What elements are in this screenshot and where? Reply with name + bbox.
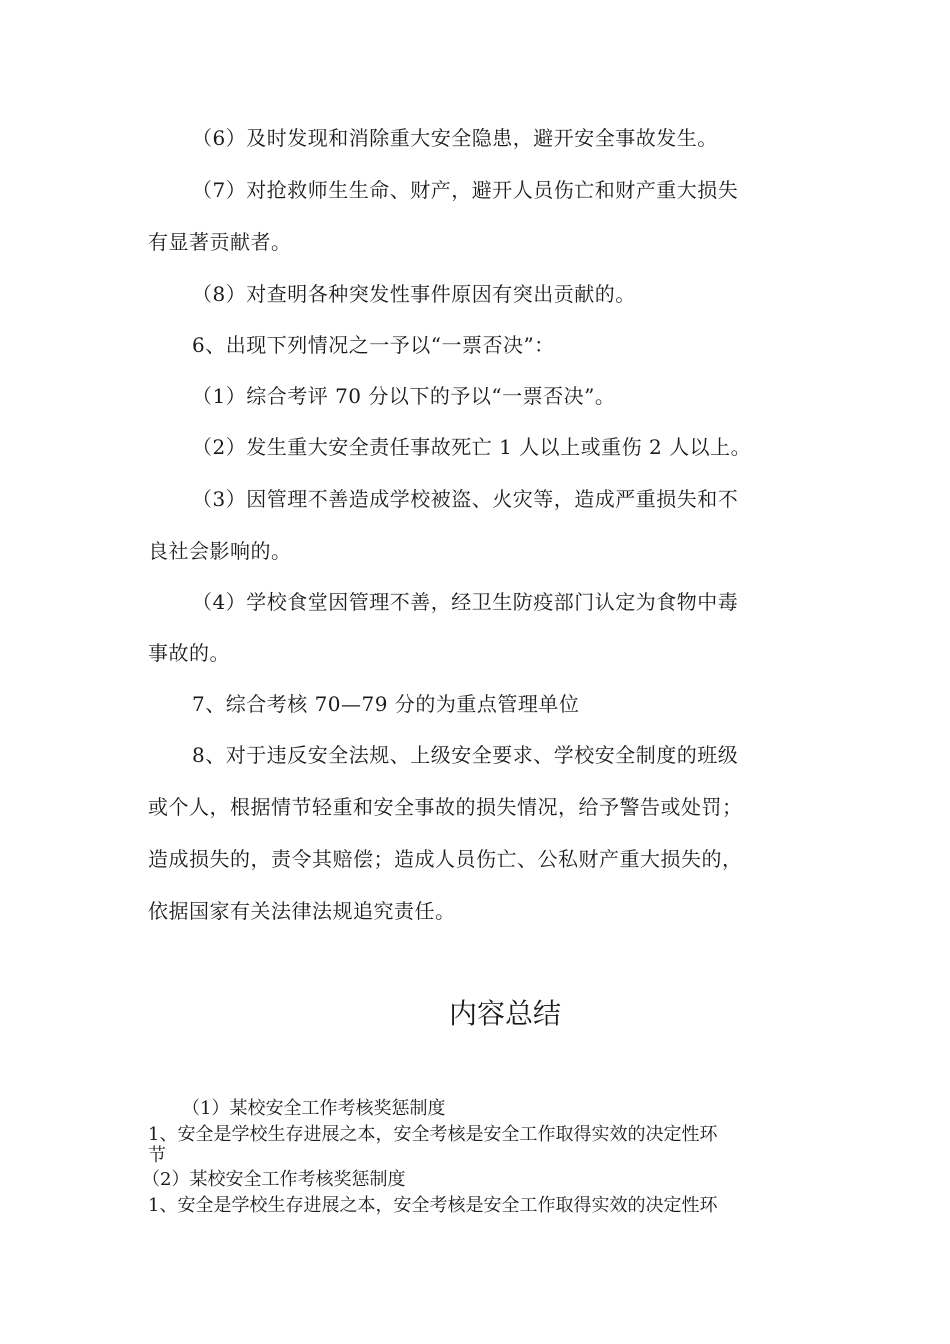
paragraph-line: 8、对于违反安全法规、上级安全要求、学校安全制度的班级 <box>192 743 739 767</box>
paragraph-line: （8）对查明各种突发性事件原因有突出贡献的。 <box>192 282 636 306</box>
summary-line: 节 <box>148 1145 166 1166</box>
paragraph-line: 有显著贡献者。 <box>148 230 292 254</box>
paragraph-line: （7）对抢救师生生命、财产，避开人员伤亡和财产重大损失 <box>192 178 739 202</box>
paragraph-line: 7、综合考核 70—79 分的为重点管理单位 <box>192 692 580 716</box>
paragraph-line: （1）综合考评 70 分以下的予以“一票否决”。 <box>192 384 616 408</box>
paragraph-line: 良社会影响的。 <box>148 539 292 563</box>
paragraph-line: （6）及时发现和消除重大安全隐患，避开安全事故发生。 <box>192 126 718 150</box>
paragraph-line: 依据国家有关法律法规追究责任。 <box>148 899 456 923</box>
summary-line: 1、安全是学校生存进展之本，安全考核是安全工作取得实效的决定性环 <box>148 1124 718 1145</box>
summary-line: （2）某校安全工作考核奖惩制度 <box>142 1169 406 1190</box>
summary-title: 内容总结 <box>448 997 561 1030</box>
paragraph-line: （4）学校食堂因管理不善，经卫生防疫部门认定为食物中毒 <box>192 590 739 614</box>
summary-line: 1、安全是学校生存进展之本，安全考核是安全工作取得实效的决定性环 <box>148 1195 718 1216</box>
paragraph-line: （3）因管理不善造成学校被盗、火灾等，造成严重损失和不 <box>192 487 739 511</box>
paragraph-line: 造成损失的，责令其赔偿；造成人员伤亡、公私财产重大损失的， <box>148 847 743 871</box>
paragraph-line: （2）发生重大安全责任事故死亡 1 人以上或重伤 2 人以上。 <box>192 435 752 459</box>
paragraph-line: 事故的。 <box>148 641 230 665</box>
summary-line: （1）某校安全工作考核奖惩制度 <box>182 1098 446 1119</box>
paragraph-line: 或个人，根据情节轻重和安全事故的损失情况，给予警告或处罚； <box>148 795 743 819</box>
paragraph-line: 6、出现下列情况之一予以“一票否决”： <box>192 333 555 357</box>
